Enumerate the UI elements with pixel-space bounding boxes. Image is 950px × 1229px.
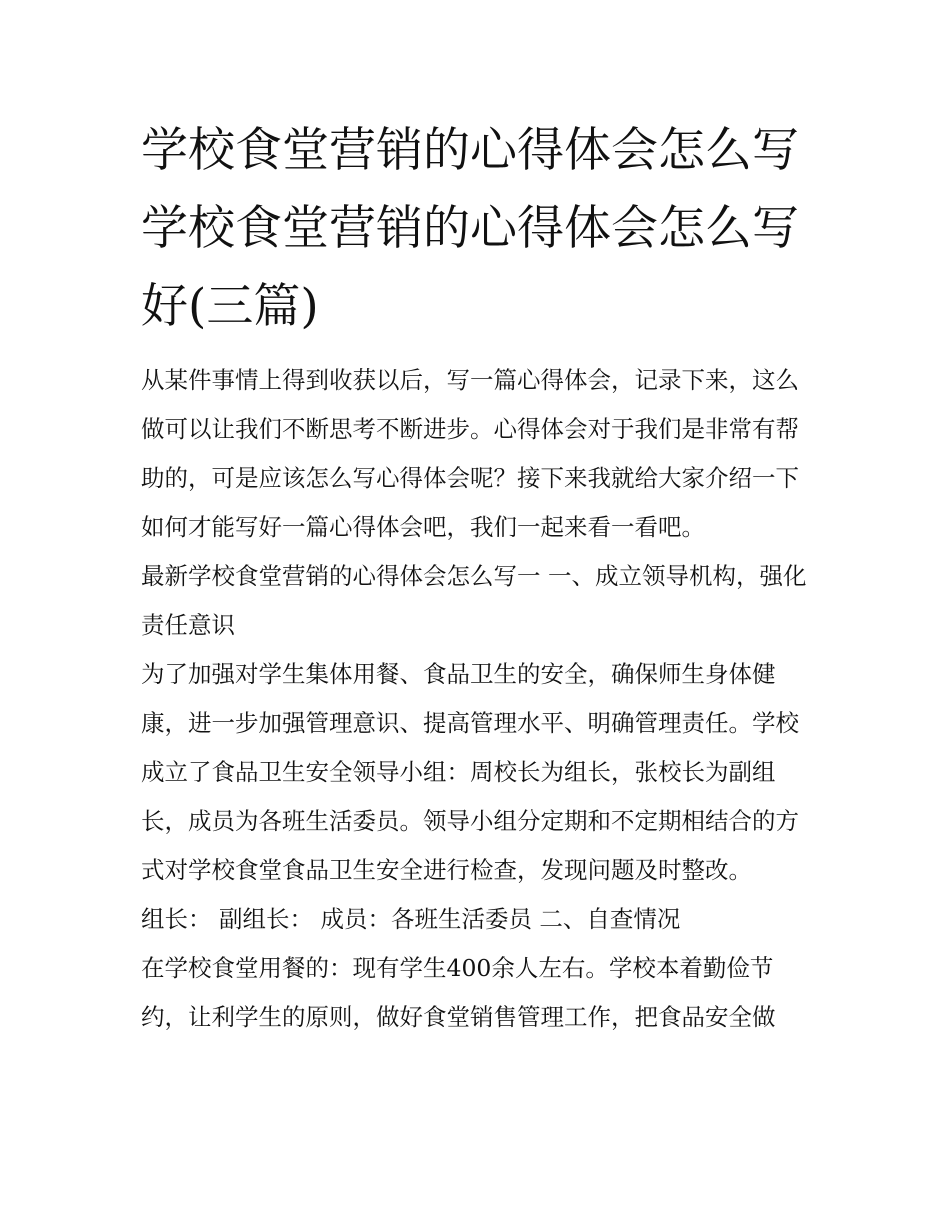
section-heading-1: 最新学校食堂营销的心得体会怎么写一 一、成立领导机构，强化责任意识 — [141, 562, 807, 639]
document-page — [141, 112, 813, 1042]
intro-paragraph: 从某件事情上得到收获以后，写一篇心得体会，记录下来，这么做可以让我们不断思考不断进步。心得体会对于我们是非常有帮助的，可是应该怎么写心得体会呢？接下来我就给大家介绍一下如何才能写好一篇心得体会吧，我们一起来看一看吧。 — [141, 366, 799, 541]
leadership-paragraph: 为了加强对学生集体用餐、食品卫生的安全，确保师生身体健康，进一步加强管理意识、提高管理水平、明确管理责任。学校成立了食品卫生安全领导小组：周校长为组长，张校长为副组长，成员为各班生活委员。领导小组分定期和不定期相结合的方式对学校食堂食品卫生安全进行检查，发现问题及时整改。 — [141, 660, 799, 884]
document-body — [141, 356, 813, 1042]
self-check-paragraph: 在学校食堂用餐的：现有学生400余人左右。学校本着勤俭节约，让利学生的原则，做好食堂销售管理工作，把食品安全做 — [141, 954, 776, 1031]
members-paragraph: 组长： 副组长： 成员：各班生活委员 二、自查情况 — [141, 905, 681, 933]
document-title: 学校食堂营销的心得体会怎么写 学校食堂营销的心得体会怎么写好(三篇) — [141, 123, 799, 334]
